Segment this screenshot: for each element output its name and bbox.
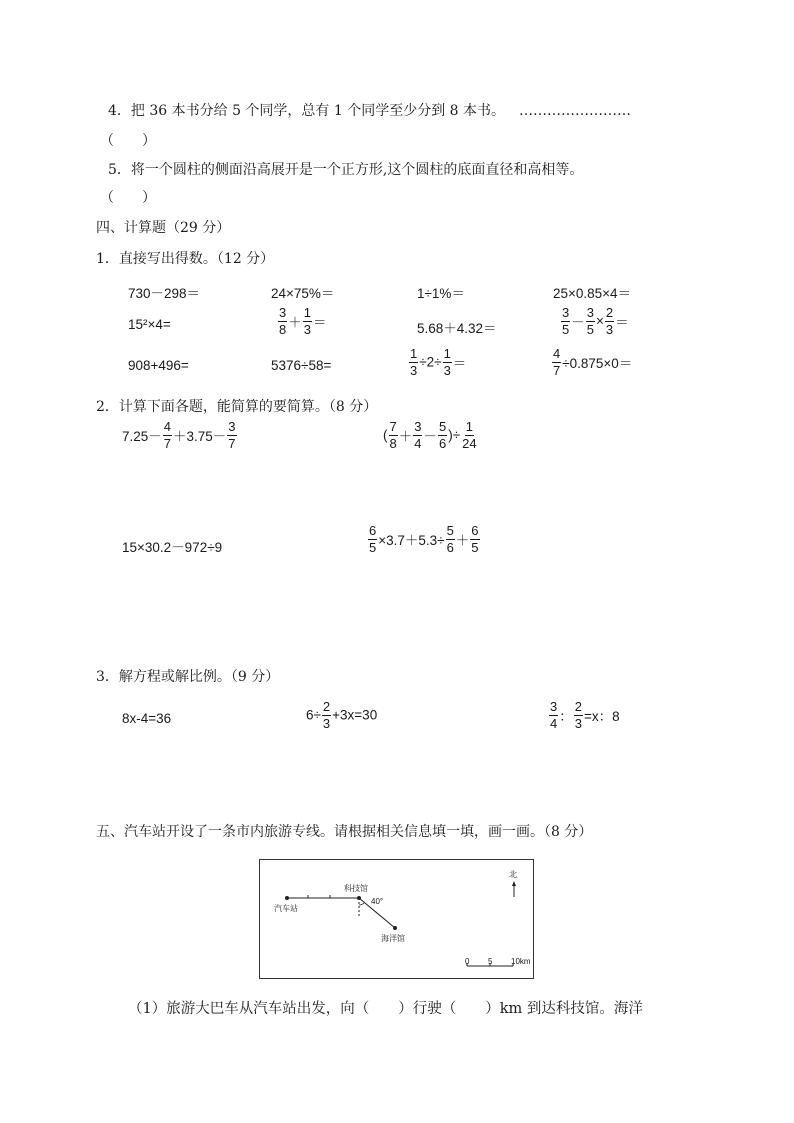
section-5-question-1: （1）旅游大巴车从汽车站出发，向（ ）行驶（ ）km 到达科技馆。海洋 xyxy=(128,1001,643,1017)
fraction-3-5-b: $\frac{3}{5}$ xyxy=(586,305,594,337)
question-4 xyxy=(108,100,631,120)
part-2-title: 2．计算下面各题，能简算的要简算。（8 分） xyxy=(96,399,378,415)
north-arrow-head xyxy=(512,881,516,886)
simplify-expr-2: ( $\frac{7}{8}$ ＋ $\frac{3}{4}$ － $\frac{5}{6}$ )÷ $\frac{1}{24}$ xyxy=(383,419,477,451)
fraction-1-24: $\frac{1}{24}$ xyxy=(462,419,477,451)
tech-dot xyxy=(357,896,361,900)
fraction-4-7-a: $\frac{4}{7}$ xyxy=(163,419,172,451)
fraction-3-7: $\frac{3}{7}$ xyxy=(228,419,236,451)
fraction-6-5-a: $\frac{6}{5}$ xyxy=(369,523,377,555)
simplify-expr-4: $\frac{6}{5}$ ×3.7＋5.3÷ $\frac{5}{6}$ ＋ $\frac{6}{5}$ xyxy=(369,523,479,555)
calc-r2-c3: 5.68＋4.32＝ xyxy=(417,321,497,336)
question-4-answer-paren: （ ） xyxy=(100,133,156,149)
fraction-7-8: $\frac{7}{8}$ xyxy=(389,419,397,451)
ocean-dot xyxy=(393,926,397,930)
label-north: 北 xyxy=(509,870,517,879)
question-5-text: 5．将一个圆柱的侧面沿高展开是一个正方形,这个圆柱的底面直径和高相等。 xyxy=(108,162,584,178)
calc-r3-c2: 5376÷58= xyxy=(271,358,332,373)
calc-r2-c4: $\frac{3}{5}$ － $\frac{3}{5}$ × $\frac{2}{3}$ ＝ xyxy=(562,305,629,337)
calc-r1-c4: 25×0.85×4＝ xyxy=(553,286,632,301)
calc-r1-c1: 730－298＝ xyxy=(128,286,201,301)
calc-r2-c1: 15²×4= xyxy=(128,317,171,332)
fraction-3-8: $\frac{3}{8}$ xyxy=(279,305,287,337)
fraction-2-3: $\frac{2}{3}$ xyxy=(605,305,614,337)
fraction-3-4: $\frac{3}{4}$ xyxy=(414,419,422,451)
scale-label-10km: 10km xyxy=(511,957,531,966)
angle-arc xyxy=(359,903,364,905)
question-4-dots: …………………… xyxy=(519,103,632,119)
fraction-2-3-eq: $\frac{2}{3}$ xyxy=(322,699,331,731)
equation-1: 8x-4=36 xyxy=(122,711,172,726)
fraction-5-6-b: $\frac{5}{6}$ xyxy=(446,523,454,555)
simplify-expr-3: 15×30.2－972÷9 xyxy=(122,540,223,555)
fraction-1-3-b: $\frac{1}{3}$ xyxy=(443,346,451,378)
section-4-title: 四、计算题（29 分） xyxy=(96,220,231,236)
fraction-5-6: $\frac{5}{6}$ xyxy=(438,419,447,451)
calc-r3-c4: $\frac{4}{7}$ ÷0.875×0＝ xyxy=(553,346,633,378)
label-bus-station: 汽车站 xyxy=(274,904,298,913)
calc-r2-c2: $\frac{3}{8}$ ＋ $\frac{1}{3}$ ＝ xyxy=(279,305,327,337)
fraction-3-4-p: $\frac{3}{4}$ xyxy=(550,699,558,731)
simplify-expr-1: 7.25－ $\frac{4}{7}$ ＋3.75－ $\frac{3}{7}$ xyxy=(122,419,236,451)
part-3-title: 3．解方程或解比例。（9 分） xyxy=(96,669,280,685)
calc-r1-c3: 1÷1%＝ xyxy=(417,286,465,301)
calc-r3-c1: 908+496= xyxy=(128,358,189,373)
fraction-2-3-p: $\frac{2}{3}$ xyxy=(574,699,582,731)
fraction-4-7: $\frac{4}{7}$ xyxy=(553,346,561,378)
question-5-answer-paren: （ ） xyxy=(100,190,156,206)
part-1-title: 1．直接写出得数。（12 分） xyxy=(96,251,275,267)
fraction-1-3: $\frac{1}{3}$ xyxy=(303,305,311,337)
question-4-text: 4．把 36 本书分给 5 个同学，总有 1 个同学至少分到 8 本书。 xyxy=(108,103,506,119)
label-angle: 40° xyxy=(371,897,384,906)
scale-label-5: 5 xyxy=(488,957,493,966)
fraction-1-3-a: $\frac{1}{3}$ xyxy=(410,346,418,378)
proportion-3: $\frac{3}{4}$ ： $\frac{2}{3}$ =x：8 xyxy=(550,699,620,731)
scale-label-0: 0 xyxy=(465,957,470,966)
station-dot xyxy=(285,896,289,900)
section-5-title: 五、汽车站开设了一条市内旅游专线。请根据相关信息填一填，画一画。（8 分） xyxy=(96,824,593,840)
fraction-6-5-b: $\frac{6}{5}$ xyxy=(471,523,479,555)
fraction-3-5-a: $\frac{3}{5}$ xyxy=(562,305,570,337)
calc-r1-c2: 24×75%＝ xyxy=(271,286,335,301)
equation-2: 6÷ $\frac{2}{3}$ +3x=30 xyxy=(306,699,378,731)
label-tech-museum: 科技馆 xyxy=(344,884,368,893)
route-map xyxy=(259,859,534,979)
label-ocean-museum: 海洋馆 xyxy=(381,934,405,943)
calc-r3-c3: $\frac{1}{3}$ ÷2÷ $\frac{1}{3}$ ＝ xyxy=(410,346,467,378)
